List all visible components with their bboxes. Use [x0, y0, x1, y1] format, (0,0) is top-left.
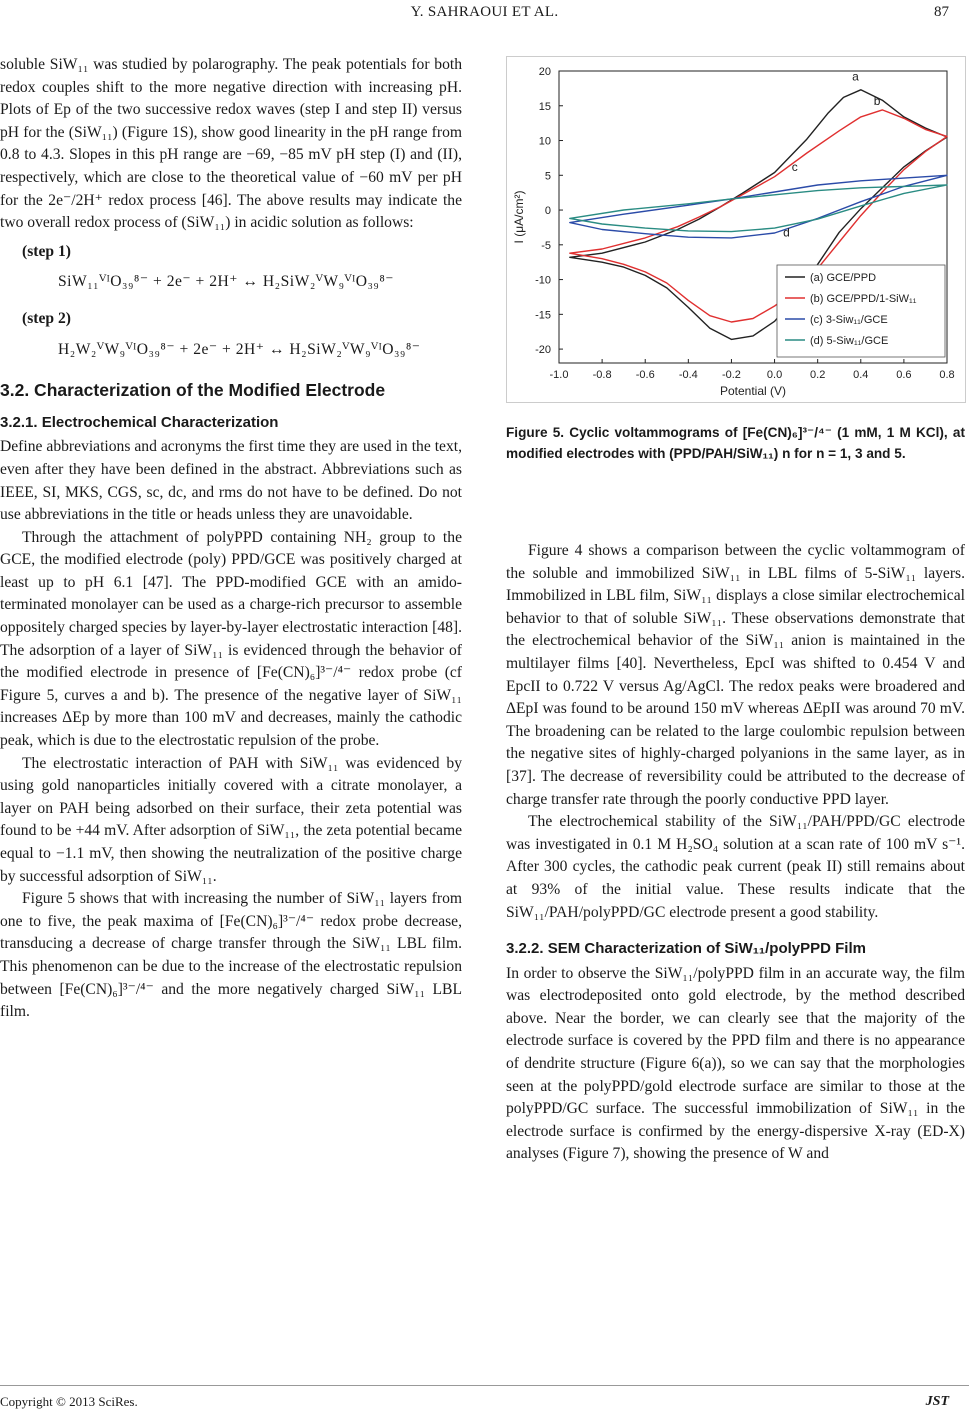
subsection-heading: 3.2.1. Electrochemical Characterization [0, 413, 279, 431]
curve-label: b [873, 94, 881, 109]
curve-label: a [852, 69, 859, 84]
figure-caption: Figure 5. Cyclic voltammograms of [Fe(CN)₆]³⁻/⁴⁻ (1 mM, 1 M KCl), at modified electrodes with (PPD/PAH/SiW₁₁) n for n = 1, 3 and 5. [506, 425, 965, 461]
curve-label: c [791, 160, 798, 175]
x-tick-label: 0.8 [939, 369, 955, 381]
y-tick-label: 5 [544, 170, 551, 183]
paragraph: The electrochemical stability of the SiW₁₁/PAH/PPD/GC electrode was investigated in 0.1 M H₂SO₄ solution at a scan rate of 100 mV s⁻¹. After 300 cycles, the cathodic peak current (peak II) still remains about at 93% of the initial value. These results indicate that the SiW₁₁/PAH/polyPPD/GC electrode present a good stability. [506, 813, 965, 921]
x-tick-label: -0.6 [635, 369, 655, 381]
legend-entry: (c) 3-Siw₁₁/GCE [810, 314, 888, 326]
legend-entry: (d) 5-Siw₁₁/GCE [810, 335, 889, 347]
paragraph: Figure 4 shows a comparison between the cyclic voltammogram of the soluble and immobilized SiW₁₁ in LBL films of 5-SiW₁₁ layers. Immobilized in LBL film, SiW₁₁ displays a close similar electrochemical behavior to that of soluble SiW₁₁. These observations demonstrate that the electrochemical behavior of the SiW₁₁ anion is maintained in the multilayer films [40]. Nevertheless, EpcI was shifted to 0.454 V and EpcII to 0.722 V versus Ag/AgCl. The redox peaks were broadered and ΔEpI was found to be around 150 mV whereas ΔEpII was around 70 mV. The broadening can be related to the large coulombic repulsion between the negative sites of highly-charged polyanions in the same layer, as in [37]. The decrease of reversibility could be attributed to the decrease of charge transfer rate through the poorly conductive PPD layer. [506, 542, 965, 808]
footer-rule [0, 1385, 969, 1386]
x-tick-label: -0.8 [592, 369, 612, 381]
page-number: 87 [934, 4, 949, 20]
left-column [0, 54, 462, 1024]
section-heading: 3.2. Characterization of the Modified Electrode [0, 380, 386, 401]
paragraph: Through the attachment of polyPPD containing NH₂ group to the GCE, the modified electrode (poly) PPD/GCE was positively charged at least up to pH 6.1 [47]. The PPD-modified GCE with an amido-terminated monolayer can be used as a charge-rich precursor to assemble oppositely charged species by layer-by-layer electrostatic interaction [48]. The adsorption of a layer of SiW₁₁ is evidenced through the behavior of the modified electrode in presence of [Fe(CN)₆]³⁻/⁴⁻ redox probe (cf Figure 5, curves a and b). The presence of the negative layer of SiW₁₁ increases ΔEp by more than 100 mV and decreases, mainly the cathodic peak, which is due to the electrostatic repulsion of the probe. [0, 528, 462, 750]
y-tick-label: -5 [541, 239, 551, 252]
equation-step-2: H₂W₂ⱽW₉ⱽᴵO₃₉⁸⁻ + 2e⁻ + 2H⁺ ↔ H₂SiW₂ⱽW₉ⱽᴵO₃₉⁸⁻ [58, 340, 421, 358]
x-tick-label: 0.2 [810, 369, 826, 381]
x-tick-label: 0.0 [766, 369, 783, 381]
step-1-label: (step 1) [22, 242, 71, 260]
running-header: Y. SAHRAOUI ET AL. [410, 4, 559, 20]
legend-entry: (a) GCE/PPD [810, 272, 877, 284]
x-axis-label: Potential (V) [719, 384, 787, 398]
paragraph: In order to observe the SiW₁₁/polyPPD film in an accurate way, the film was electrodeposited onto gold electrode, by the method described above. Near the border, we can clearly see that the majority of the electrode surface is covered by the PPD film and there is no appearance of dendrite structure (Figure 6(a)), so we can say that the morphologies seen at the polyPPD/gold electrode surface are similar to those at the polyPPD/GC surface. The successful immobilization of SiW₁₁ in the electrode surface is confirmed by the energy-dispersive X-ray (ED-X) analyses (Figure 7), showing the presence of W and [506, 964, 965, 1163]
x-tick-label: 0.6 [896, 369, 912, 381]
subsection-heading: 3.2.2. SEM Characterization of SiW₁₁/polyPPD Film [506, 940, 866, 958]
paragraph: soluble SiW₁₁ was studied by polarography. The peak potentials for both redox couples shift to the more negative direction with increasing pH. Plots of Ep of the two successive redox waves (step I and step II) versus pH for the (SiW₁₁) (Figure 1S), show good linearity in the pH range from 0.8 to 4.3. Slopes in this pH range are −69, −85 mV pH step (I) and (II), respectively, which are close to the theoretical value of −60 mV per pH for the 2e⁻/2H⁺ redox process [46]. The above results may indicate the two overall redox process of (SiW₁₁) in acidic solution as follows: [0, 56, 462, 232]
x-tick-label: 0.4 [853, 369, 869, 381]
paragraph: The electrostatic interaction of PAH with SiW₁₁ was evidenced by using gold nanoparticles initially covered with a citrate monolayer, a layer on PAH being adsorbed on their surface, their zeta potential was found to be +44 mV. After adsorption of SiW₁₁, the zeta potential became equal to −1.1 mV, then showing the neutralization of the positive charge by successful adsorption of SiW₁₁. [0, 754, 462, 885]
curve-label: d [783, 225, 790, 240]
x-tick-label: -0.4 [678, 369, 698, 381]
x-tick-label: -0.2 [721, 369, 741, 381]
y-tick-label: -15 [535, 309, 551, 322]
paragraph: Define abbreviations and acronyms the first time they are used in the text, even after they have been defined in the abstract. Abbreviations such as IEEE, SI, MKS, CGS, sc, dc, and rms do not have to be defined. Do not use abbreviations in the title or heads unless they are unavoidable. [0, 438, 462, 524]
footer-copyright: Copyright © 2013 SciRes. [0, 1394, 138, 1409]
right-column [506, 540, 965, 1166]
x-tick-label: -1.0 [549, 369, 569, 381]
y-tick-label: 15 [538, 100, 551, 113]
y-tick-label: -10 [535, 274, 551, 287]
equation-step-1: SiW₁₁ⱽᴵO₃₉⁸⁻ + 2e⁻ + 2H⁺ ↔ H₂SiW₂ⱽW₉ⱽᴵO₃₉⁸⁻ [58, 273, 395, 291]
y-tick-label: 20 [538, 66, 551, 78]
y-tick-label: 0 [544, 205, 551, 218]
cyclic-voltammogram-chart [507, 57, 965, 402]
y-tick-label: -20 [535, 344, 551, 357]
y-tick-label: 10 [538, 135, 551, 148]
y-axis-label: I (μA/cm²) [512, 190, 526, 244]
step-2-label: (step 2) [22, 309, 71, 327]
paragraph: Figure 5 shows that with increasing the number of SiW₁₁ layers from one to five, the peak maxima of [Fe(CN)₆]³⁻/⁴⁻ redox probe decrease, transducing a decrease of charge transfer through the SiW₁₁ LBL film. This phenomenon can be due to the increase of the electrostatic repulsion between [Fe(CN)₆]³⁻/⁴⁻ and the more negatively charged SiW₁₁ LBL film. [0, 890, 462, 1021]
footer-journal: JST [925, 1394, 949, 1409]
figure-5 [506, 56, 966, 403]
legend-entry: (b) GCE/PPD/1-SiW₁₁ [810, 293, 917, 305]
